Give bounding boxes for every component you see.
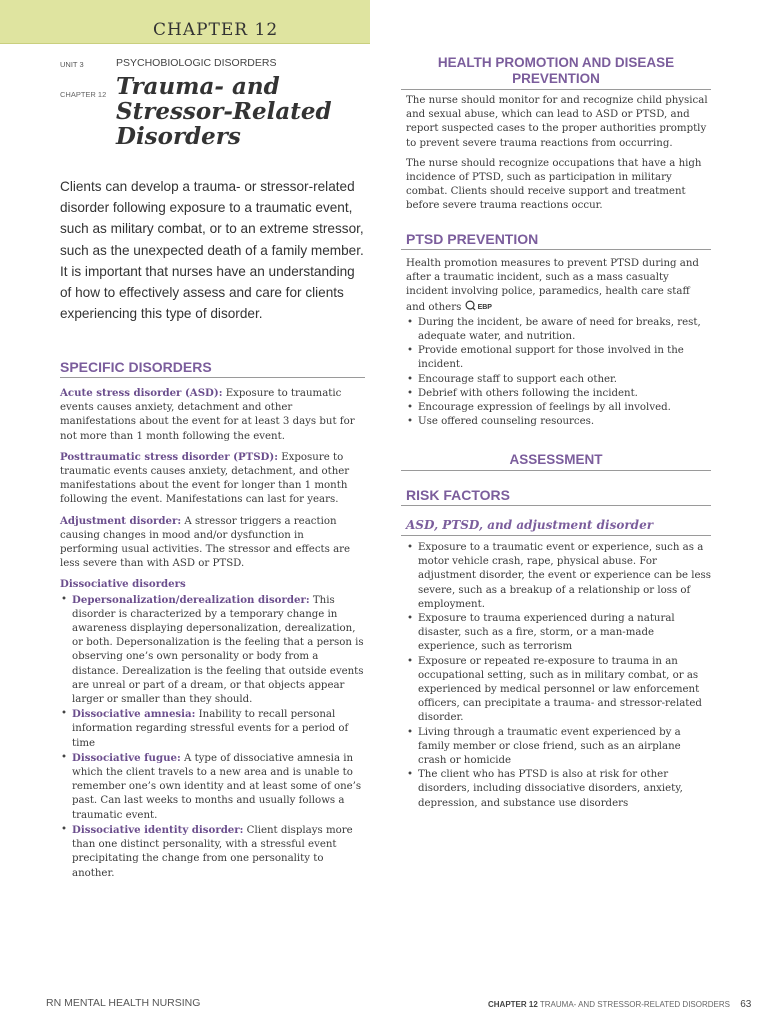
- footer-chapter: [488, 999, 751, 1010]
- adjustment-text: A stressor triggers a reaction causing changes in mood and/or dysfunction in performing usual activities. The stressor and effects are less severe than with ASD or PTSD.: [60, 515, 351, 570]
- dissociative-list: [60, 593, 365, 881]
- ptsd-term: Posttraumatic stress disorder (PTSD):: [60, 450, 278, 463]
- dissociative-text: A type of dissociative amnesia in which the client travels to a new area and is unable to remember one’s own identity and at least some of one’s past. Can last weeks to months and usually follows a traumatic event.: [72, 752, 362, 821]
- list-item: [60, 751, 365, 823]
- assessment-heading: ASSESSMENT: [401, 452, 711, 471]
- dissociative-term: Dissociative identity disorder:: [72, 823, 244, 836]
- ptsd-prevention-list: [406, 316, 711, 430]
- dissociative-term: Dissociative fugue:: [72, 751, 181, 764]
- footer-book-title: RN MENTAL HEALTH NURSING: [46, 997, 201, 1009]
- list-item: • Encourage staff to support each other.: [406, 373, 711, 387]
- list-item: • Exposure or repeated re-exposure to trauma in an occupational setting, such as in military combat, or as experienced by medical personnel or law enforcement officers, can precipitate a trauma- and stressor-related disorder.: [406, 655, 711, 726]
- list-item: • Exposure to a traumatic event or experience, such as a motor vehicle crash, rape, physical abuse. For adjustment disorder, the event or experience can be less severe, such as a breakup of a relationship or loss of employment.: [406, 541, 711, 612]
- list-item: • Debrief with others following the incident.: [406, 387, 711, 401]
- list-item: • The client who has PTSD is also at risk for other disorders, including dissociative disorders, anxiety, depression, and substance use disorders: [406, 768, 711, 811]
- adjustment-definition: [60, 514, 365, 572]
- unit-row: [60, 57, 370, 71]
- asd-definition: [60, 386, 365, 444]
- footer-chapter-title: TRAUMA- AND STRESSOR-RELATED DISORDERS: [539, 1000, 730, 1009]
- unit-title: PSYCHOBIOLOGIC DISORDERS: [116, 57, 277, 69]
- page-number: 63: [740, 999, 752, 1010]
- unit-label: UNIT 3: [60, 60, 84, 69]
- list-item: • Use offered counseling resources.: [406, 415, 711, 429]
- health-promotion-heading: HEALTH PROMOTION AND DISEASE PREVENTION: [401, 55, 711, 90]
- dissociative-text: Client displays more than one distinct personality, with a stressful event precipitating the change from one personality to another.: [72, 824, 353, 879]
- chapter-label: CHAPTER 12: [60, 90, 107, 99]
- health-promotion-body: [406, 94, 711, 220]
- dissociative-heading: Dissociative disorders: [60, 578, 186, 591]
- health-promotion-p2: The nurse should recognize occupations that have a high incidence of PTSD, such as participation in military combat. Clients should receive support and treatment before severe trauma reactions occur.: [406, 157, 702, 212]
- footer-chapter-label: CHAPTER 12: [488, 1000, 538, 1009]
- list-item: • Exposure to trauma experienced during a natural disaster, such as a fire, storm, or a man-made experience, such as terrorism: [406, 612, 711, 655]
- specific-disorders-heading: SPECIFIC DISORDERS: [60, 359, 365, 378]
- risk-factors-heading: RISK FACTORS: [401, 487, 711, 506]
- dissociative-term: Dissociative amnesia:: [72, 708, 196, 721]
- ptsd-prevention-intro: [406, 257, 711, 315]
- dissociative-term: Depersonalization/derealization disorder:: [72, 593, 310, 606]
- chapter-band-text: CHAPTER 12: [153, 20, 279, 40]
- ptsd-prevention-heading: PTSD PREVENTION: [401, 231, 711, 250]
- ptsd-prevention-body: [406, 257, 711, 429]
- risk-factors-subheading: ASD, PTSD, and adjustment disorder: [401, 518, 711, 536]
- asd-text: Exposure to traumatic events causes anxiety, detachment and other manifestations about the event for at least 3 days but for not more than 1 month following the event.: [60, 388, 355, 442]
- ebp-icon: [465, 302, 492, 313]
- list-item: • During the incident, be aware of need for breaks, rest, adequate water, and nutrition.: [406, 316, 711, 344]
- chapter-band: [0, 0, 370, 44]
- ptsd-prevention-intro-text: Health promotion measures to prevent PTSD during and after a traumatic incident, such as a mass casualty incident involving police, paramedics, health care staff and others: [406, 258, 699, 313]
- ebp-badge: EBP: [477, 303, 492, 311]
- ptsd-text: Exposure to traumatic events causes anxiety, detachment, and other manifestations about the event for longer than 1 month following the event. Manifestations can last for years.: [60, 451, 350, 506]
- list-item: [60, 593, 365, 708]
- list-item: • Provide emotional support for those involved in the incident.: [406, 344, 711, 372]
- list-item: • Encourage expression of feelings by all involved.: [406, 401, 711, 415]
- health-promotion-p1: The nurse should monitor for and recognize child physical and sexual abuse, which can lead to ASD or PTSD, and report suspected cases to the proper authorities promptly to prevent severe trauma reactions from occurring.: [406, 95, 708, 149]
- risk-factors-body: [406, 541, 711, 811]
- intro-paragraph: Clients can develop a trauma- or stressor-related disorder following exposure to a traumatic event, such as military combat, or to an extreme stressor, such as the unexpected death of a family member. It is important that nurses have an understanding of how to effectively assess and care for clients experiencing this type of disorder.: [60, 179, 364, 322]
- dissociative-text: Inability to recall personal information regarding stressful events for a period of time: [72, 709, 349, 749]
- list-item: • Living through a traumatic event experienced by a family member or close friend, such as an airplane crash or homicide: [406, 726, 711, 769]
- list-item: [60, 823, 365, 881]
- ptsd-definition: [60, 450, 365, 508]
- dissociative-text: This disorder is characterized by a temporary change in awareness displaying depersonalization, derealization, or both. Depersonalization is the feeling that a person is observing one’s own personality or body from a distance. Derealization is the feeling that outside events are unreal or part of a dream, or that objects appear larger or smaller than they should.: [72, 594, 364, 706]
- list-item: [60, 707, 365, 751]
- chapter-title: Trauma- and Stressor-Related Disorders: [116, 73, 332, 150]
- adjustment-term: Adjustment disorder:: [60, 514, 182, 527]
- risk-factors-list: [406, 541, 711, 811]
- asd-term: Acute stress disorder (ASD):: [60, 387, 223, 399]
- specific-disorders-body: [60, 386, 365, 881]
